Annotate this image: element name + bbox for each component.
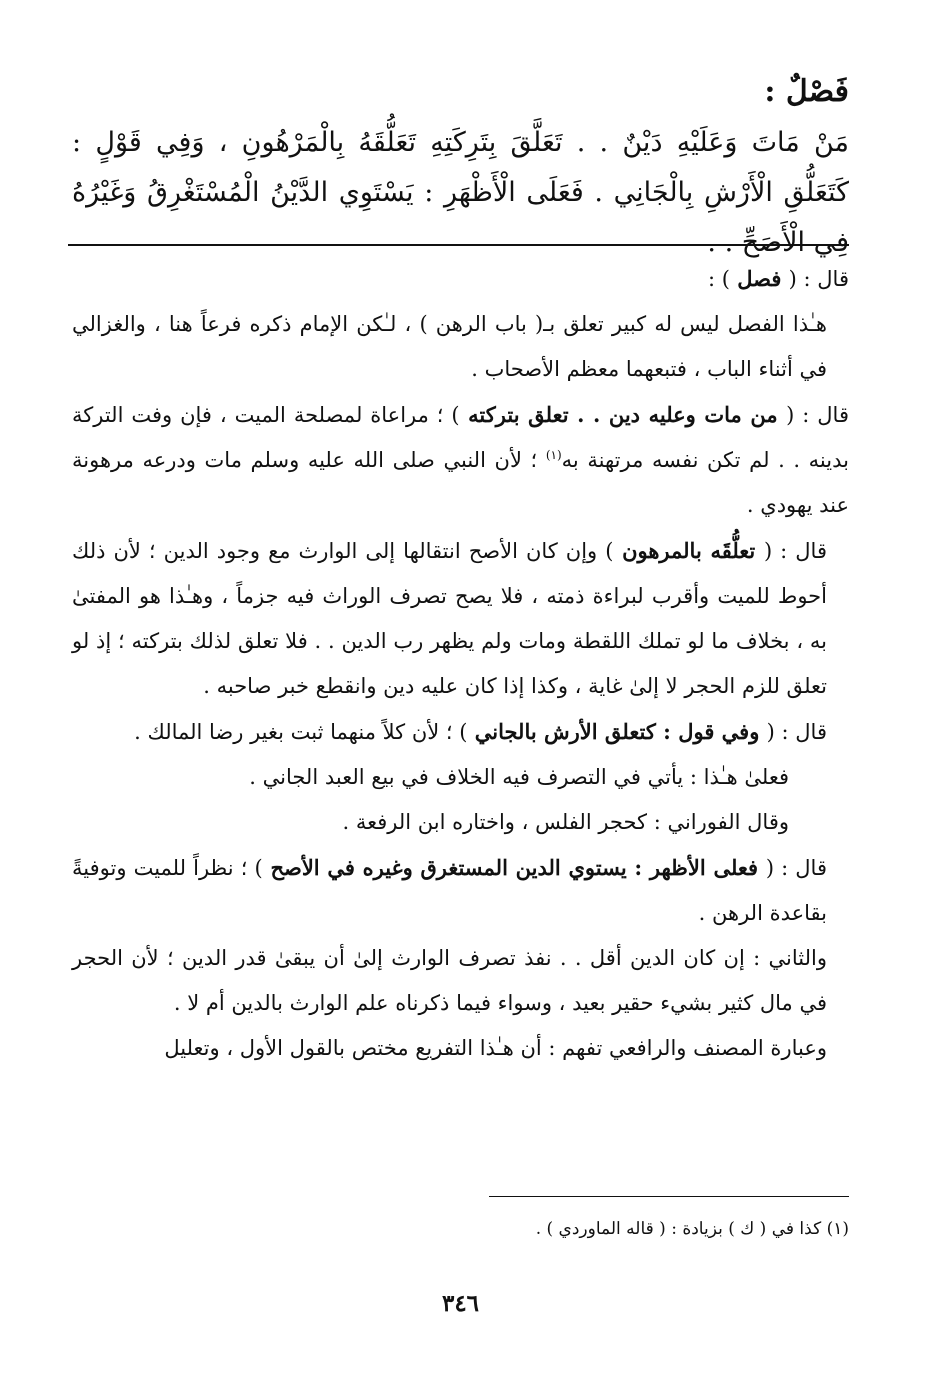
quote-lead: قال : ( [765, 856, 827, 880]
commentary-paragraph [72, 709, 849, 755]
footnote-separator [489, 1196, 849, 1197]
commentary-paragraph [72, 256, 849, 302]
commentary-paragraph: فعلىٰ هـٰذا : يأتي في التصرف فيه الخلاف في بيع العبد الجاني . [249, 765, 789, 789]
commentary-paragraph [72, 845, 849, 936]
commentary-text: ) ؛ لأن كلاً منهما ثبت بغير رضا المالك . [134, 720, 468, 744]
footnote [72, 1214, 849, 1244]
chapter-title: فَصْلٌ : [764, 74, 849, 109]
commentary-text: ؛ لأن النبي صلى الله عليه وسلم مات ودرعه مرهونة عند يهودي . [72, 448, 849, 517]
commentary [72, 256, 849, 1071]
commentary-paragraph: والثاني : إن كان الدين أقل . . نفذ تصرف الوارث إلىٰ أن يبقىٰ قدر الدين ؛ لأن الحجر في مال كثير بشيء حقير بعيد ، وسواء فيما ذكرناه علم الوارث بالدين أم لا . [72, 946, 827, 1015]
quoted-matn: وفي قول : كتعلق الأرش بالجاني [467, 719, 767, 744]
commentary-paragraph: وقال الفوراني : كحجر الفلس ، واختاره ابن الرفعة . [342, 810, 789, 834]
matn-text: مَنْ مَاتَ وَعَلَيْهِ دَيْنٌ . . تَعَلَّقَ بِتَرِكَتِهِ تَعَلُّقَهُ بِالْمَرْهُونِ ، وَفِي قَوْلٍ : كَتَعَلُّقِ الْأَرْشِ بِالْجَانِي . فَعَلَى الْأَظْهَرِ : يَسْتَوِي الدَّيْنُ الْمُسْتَغْرِقُ وَغَيْرُهُ فِي الْأَصَحِّ . . [72, 127, 849, 258]
quoted-matn: فصل [729, 266, 789, 291]
quoted-matn: من مات وعليه دين . . تعلق بتركته [459, 402, 787, 427]
commentary-text: ) ؛ مراعاة لمصلحة الميت ، فإن وفت التركة بدينه . . لم تكن نفسه مرتهنة به [72, 403, 849, 472]
page-number: ٣٤٦ [441, 1290, 480, 1317]
quote-lead: قال : ( [763, 539, 827, 563]
commentary-paragraph: هـٰذا الفصل ليس له كبير تعلق بـ( باب الرهن ) ، لـٰكن الإمام ذكره فرعاً هنا ، والغزالي في أثناء الباب ، فتبعهما معظم الأصحاب . [72, 312, 827, 381]
footnote-text: كذا في ( ك ) بزيادة : ( قاله الماوردي ) . [535, 1219, 822, 1239]
quote-lead: قال : ( [766, 720, 827, 744]
quote-lead: قال : ( [786, 403, 849, 427]
footnote-marker: (١) [545, 448, 562, 462]
commentary-text: ) وإن كان الأصح انتقالها إلى الوارث مع وجود الدين ؛ لأن ذلك أحوط للميت وأقرب لبراءة ذمته ، فلا يصح تصرف الوراث فيه جزماً ، وهـٰذا هو المفتىٰ به ، بخلاف ما لو تملك اللقطة ومات ولم يظهر رب الدين . . فلا تعلق لذلك بتركته ؛ إذ لو تعلق للزم الحجر لا إلىٰ غاية ، وكذا إذا كان عليه دين وانقطع خبر صاحبه . [72, 539, 827, 698]
commentary-paragraph [72, 528, 849, 709]
commentary-text: ) ؛ نظراً للميت وتوفيةً بقاعدة الرهن . [72, 856, 827, 925]
quote-lead: قال : ( [788, 267, 849, 291]
footnote-number: (١) [826, 1219, 849, 1239]
commentary-paragraph [72, 392, 849, 528]
book-page [72, 0, 849, 1377]
commentary-text: ) : [707, 267, 730, 291]
quoted-matn: تعلُّقَه بالمرهون [613, 538, 764, 563]
commentary-paragraph: وعبارة المصنف والرافعي تفهم : أن هـٰذا التفريع مختص بالقول الأول ، وتعليل [164, 1036, 827, 1060]
quoted-matn: فعلى الأظهر : يستوي الدين المستغرق وغيره في الأصح [262, 855, 766, 880]
separator-line [68, 244, 849, 246]
